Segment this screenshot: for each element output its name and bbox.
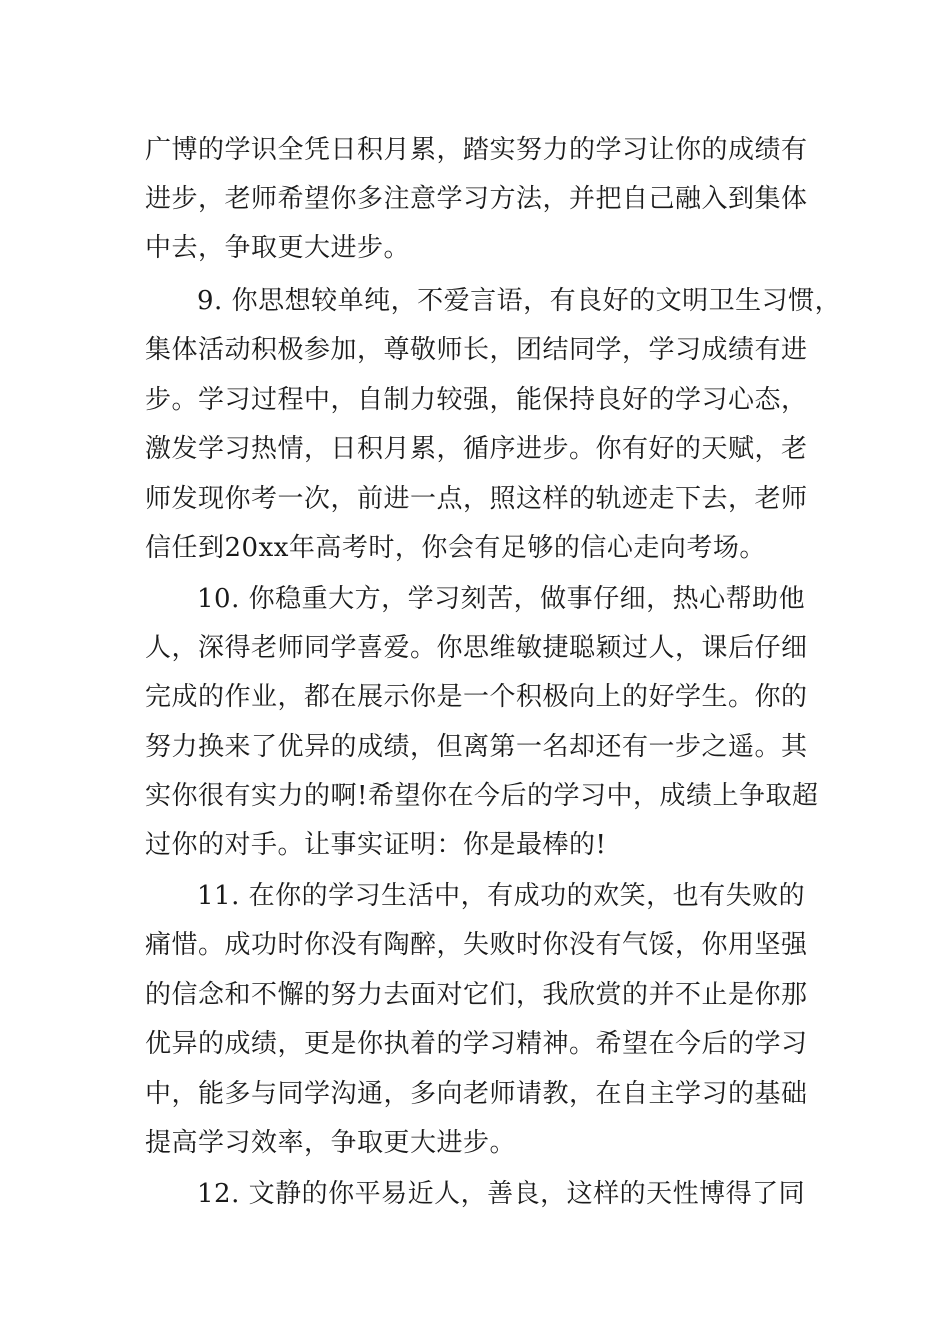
text-line: 11. 在你的学习生活中，有成功的欢笑，也有失败的 <box>197 881 806 911</box>
text-line: 9. 你思想较单纯，不爱言语，有良好的文明卫生习惯， <box>197 286 842 316</box>
text-line: 中去，争取更大进步。 <box>145 233 411 263</box>
text-line: 优异的成绩，更是你执着的学习精神。希望在今后的学习 <box>145 1029 808 1059</box>
text-line: 10. 你稳重大方，学习刻苦，做事仔细，热心帮助他 <box>197 584 806 614</box>
text-line: 完成的作业，都在展示你是一个积极向上的好学生。你的 <box>145 682 808 712</box>
text-line: 人，深得老师同学喜爱。你思维敏捷聪颖过人，课后仔细 <box>145 633 808 663</box>
text-line: 12. 文静的你平易近人，善良，这样的天性博得了同 <box>197 1179 806 1209</box>
text-line: 激发学习热情，日积月累，循序进步。你有好的天赋，老 <box>145 434 808 464</box>
text-line: 步。学习过程中，自制力较强，能保持良好的学习心态， <box>145 385 808 415</box>
text-line: 中，能多与同学沟通，多向老师请教，在自主学习的基础 <box>145 1079 808 1109</box>
text-line: 提高学习效率，争取更大进步。 <box>145 1128 517 1158</box>
text-line: 过你的对手。让事实证明：你是最棒的! <box>145 830 607 860</box>
text-line: 广博的学识全凭日积月累，踏实努力的学习让你的成绩有 <box>145 135 808 165</box>
text-line: 努力换来了优异的成绩，但离第一名却还有一步之遥。其 <box>145 732 808 762</box>
text-line: 的信念和不懈的努力去面对它们，我欣赏的并不止是你那 <box>145 980 808 1010</box>
text-line: 集体活动积极参加，尊敬师长，团结同学，学习成绩有进 <box>145 335 808 365</box>
text-line: 痛惜。成功时你没有陶醉，失败时你没有气馁，你用坚强 <box>145 930 808 960</box>
text-line: 进步，老师希望你多注意学习方法，并把自己融入到集体 <box>145 184 808 214</box>
text-line: 师发现你考一次，前进一点，照这样的轨迹走下去，老师 <box>145 484 808 514</box>
text-line: 实你很有实力的啊!希望你在今后的学习中，成绩上争取超 <box>145 781 819 811</box>
text-line: 信任到20xx年高考时，你会有足够的信心走向考场。 <box>145 533 766 563</box>
